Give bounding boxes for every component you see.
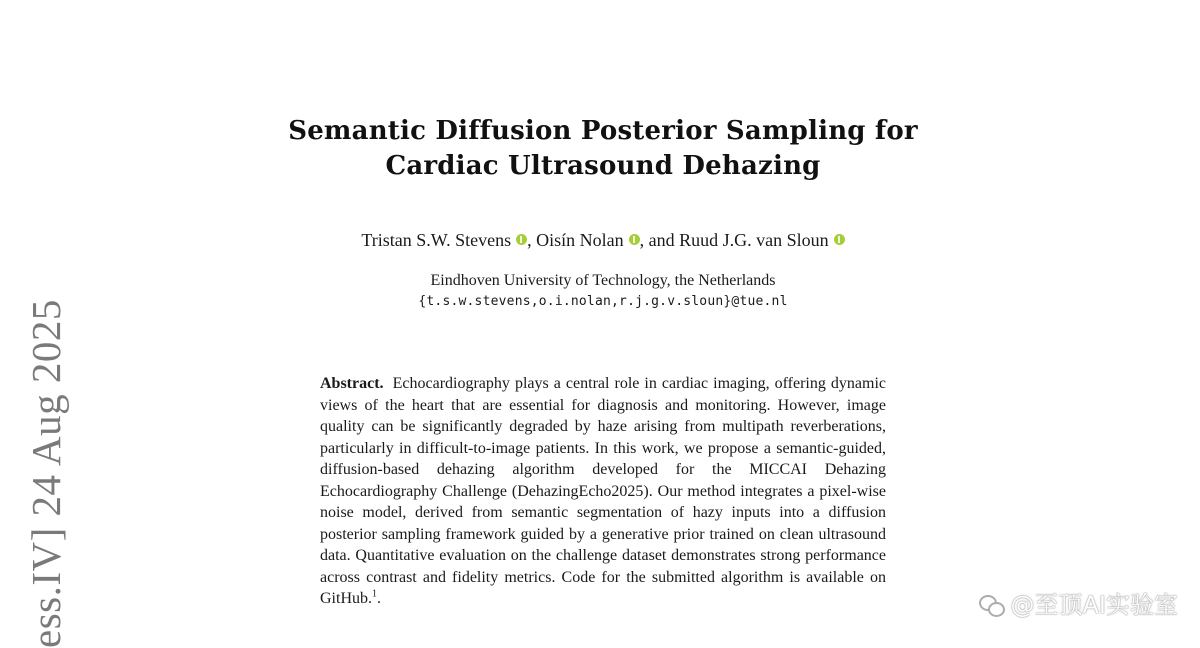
orcid-icon[interactable]	[516, 234, 527, 245]
abstract	[320, 373, 886, 610]
author-separator: , and	[639, 230, 680, 250]
abstract-label: Abstract.	[320, 375, 384, 392]
abstract-end: .	[377, 590, 381, 607]
orcid-icon[interactable]	[834, 234, 845, 245]
wechat-icon	[979, 592, 1005, 618]
title-line-2: Cardiac Ultrasound Dehazing	[385, 151, 821, 181]
affiliation: Eindhoven University of Technology, the Netherlands	[430, 272, 776, 289]
paper-title	[200, 114, 1006, 184]
footnote-mark[interactable]: 1	[372, 588, 377, 600]
author-separator: ,	[527, 230, 537, 250]
author-name: Ruud J.G. van Sloun	[679, 230, 829, 250]
author-name: Tristan S.W. Stevens	[361, 230, 512, 250]
author-list	[200, 228, 1006, 252]
title-line-1: Semantic Diffusion Posterior Sampling for	[288, 116, 918, 146]
author-name: Oisín Nolan	[536, 230, 624, 250]
author-emails: {t.s.w.stevens,o.i.nolan,r.j.g.v.sloun}@tue.nl	[418, 294, 788, 309]
watermark	[979, 588, 1179, 622]
abstract-text: Echocardiography plays a central role in cardiac imaging, offering dynamic views of the heart that are essential for diagnosis and monitoring. However, image quality can be significantly degraded by haze arising from multipath reverberations, particularly in difficult-to-image patients. In this work, we propose a semantic-guided, diffusion-based dehazing algorithm developed for the MICCAI Dehazing Echocardiography Challenge (DehazingEcho2025). Our method integrates a pixel-wise noise model, derived from semantic segmentation of hazy inputs into a diffusion posterior sampling framework guided by a generative prior trained on clean ultrasound data. Quantitative evaluation on the challenge dataset demonstrates strong performance across contrast and fidelity metrics. Code for the submitted algorithm is available on GitHub.	[320, 375, 887, 607]
arxiv-side-stamp: ess.IV] 24 Aug 2025	[23, 299, 69, 648]
watermark-text: @至顶AI实验室	[1010, 591, 1178, 619]
orcid-icon[interactable]	[629, 234, 640, 245]
affiliation-block	[200, 270, 1006, 312]
